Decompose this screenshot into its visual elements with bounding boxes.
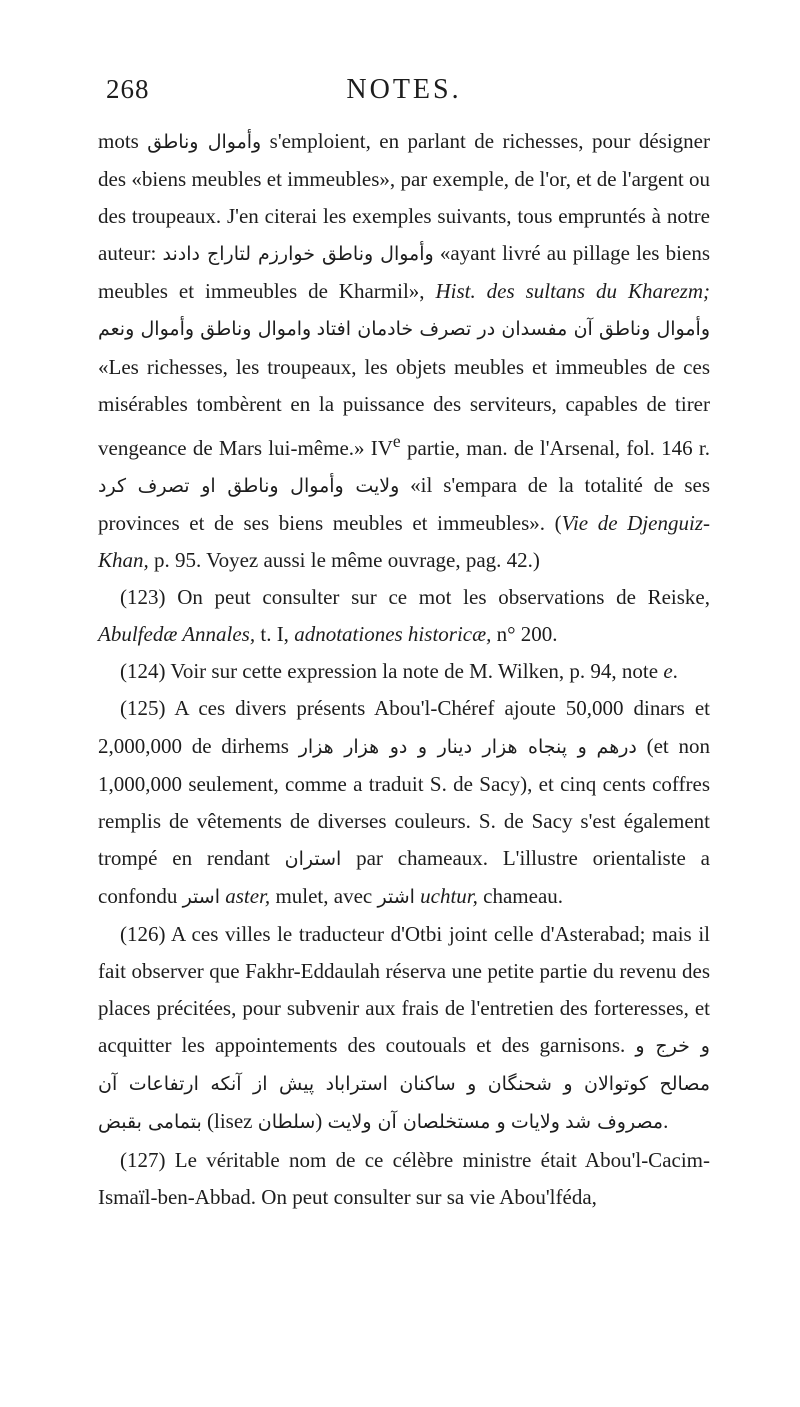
italic-text: adnotationes historicæ, <box>294 622 492 647</box>
page-number: 268 <box>106 74 150 104</box>
text-run: p. 95. Voyez aussi le même ouvrage, pag. 42.) <box>148 548 540 573</box>
arabic-text: واموال وناطق وأموال ونعم <box>98 318 312 341</box>
arabic-text: وأموال وناطق آن مفسدان در تصرف خادمان افتاد <box>316 318 710 341</box>
arabic-text: و مستخلصان آن ولایت <box>327 1111 506 1134</box>
arabic-text: استر <box>182 885 220 908</box>
running-title: NOTES. <box>346 74 462 105</box>
paragraph-note-122 <box>98 123 710 579</box>
text-run: t. I, <box>255 622 295 647</box>
italic-text: Abulfedæ Annales, <box>98 622 256 647</box>
note-125 <box>98 690 710 916</box>
text-run: mots <box>98 129 148 153</box>
text-run: par chameaux. L'illustre orientaliste a confondu <box>98 845 710 908</box>
text-run: (123) On peut consulter sur ce mot les observations de Reiske, <box>120 585 710 610</box>
text-run: (125) A ces divers présents Abou'l-Chéref ajoute 50,000 dinars et 2,000,000 de dirhems <box>98 696 710 758</box>
text-run: s'emploient, en parlant de richesses, pour désigner des «biens meubles et immeubles», par exemple, de l'or, et de l'argent ou des troupeaux. J'en citerai les exemples suivants, tous empruntés à notre auteur: <box>98 129 710 266</box>
text-run: (126) A ces villes le traducteur d'Otbi joint celle d'Asterabad; mais il fait observer que Fakhr-Eddaulah réserva une petite partie du revenu des places précitées, pour subvenir aux frais de l'entretien des forteresses, et acquitter les appointements des coutouals et des garnisons. <box>98 921 710 1058</box>
text-run: «Les richesses, les troupeaux, les objets meubles et immeubles de ces misérables tombèrent en la puissance des serviteurs, capables de tirer vengeance de Mars lui-même.» IV <box>98 354 710 460</box>
text-run: (et non 1,000,000 seulement, comme a traduit S. de Sacy), et cinq cents coffres remplis de vêtements de diverses couleurs. S. de Sacy s'est également trompé en rendant <box>98 733 710 870</box>
italic-text: Hist. des sultans du Kharezm; <box>435 279 711 304</box>
text-run: (127) Le véritable nom de ce célèbre ministre était Abou'l-Cacim-Ismaïl-ben-Abbad. On peut consulter sur sa vie Abou'lféda, <box>98 1147 710 1209</box>
text-run: ) <box>315 1109 328 1134</box>
text-run: «il s'empara de la totalité de ses provinces et de ses biens meubles et immeubles». ( <box>98 472 710 535</box>
arabic-text: مصروف شد <box>565 1111 664 1134</box>
text-run: chameau. <box>477 883 564 908</box>
text-run: (lisez <box>201 1109 258 1134</box>
notes-body <box>98 123 710 1216</box>
italic-text: e <box>663 659 673 684</box>
text-run: . <box>663 1109 669 1134</box>
text-run: (124) Voir sur cette expression la note de M. Wilken, p. 94, note <box>120 659 664 684</box>
arabic-text: درهم <box>596 735 637 758</box>
arabic-text: وأموال وناطق <box>147 131 262 153</box>
text-run <box>587 734 597 758</box>
arabic-text: اشتر <box>377 885 415 908</box>
page-header <box>98 70 710 110</box>
text-run: «ayant livré au pillage les biens meubles et immeubles de Kharmil», <box>98 241 710 304</box>
note-123 <box>98 579 710 653</box>
note-126 <box>98 916 710 1142</box>
arabic-text: ولايات <box>510 1111 560 1134</box>
text-run: n° 200. <box>491 622 558 647</box>
arabic-text: ولايت وأموال وناطق او تصرف كرد <box>98 474 400 497</box>
text-run: . <box>672 659 678 684</box>
note-127 <box>98 1142 710 1216</box>
italic-text: uchtur, <box>420 883 478 908</box>
arabic-text: استران <box>284 847 342 870</box>
text-run: e <box>392 430 401 451</box>
arabic-text: و خرج و مصالح كوتوالان و شحنگان و ساكنان استراباد پیش از آنکه ارتفاعات آن بتمامی بقبض <box>98 1035 710 1134</box>
arabic-text: و پنجاه هزار دينار و دو هزار هزار <box>298 735 587 758</box>
text-run: partie, man. de l'Arsenal, fol. 146 r. <box>400 435 710 460</box>
arabic-text: سلطان <box>257 1111 316 1134</box>
italic-text: aster, <box>225 883 271 908</box>
text-run: mulet, avec <box>270 883 378 908</box>
italic-text: Vie de Djenguiz-Khan, <box>98 510 710 573</box>
note-124 <box>98 653 710 690</box>
arabic-text: وأموال وناطق خوارزم لتاراج دادند <box>162 243 434 266</box>
